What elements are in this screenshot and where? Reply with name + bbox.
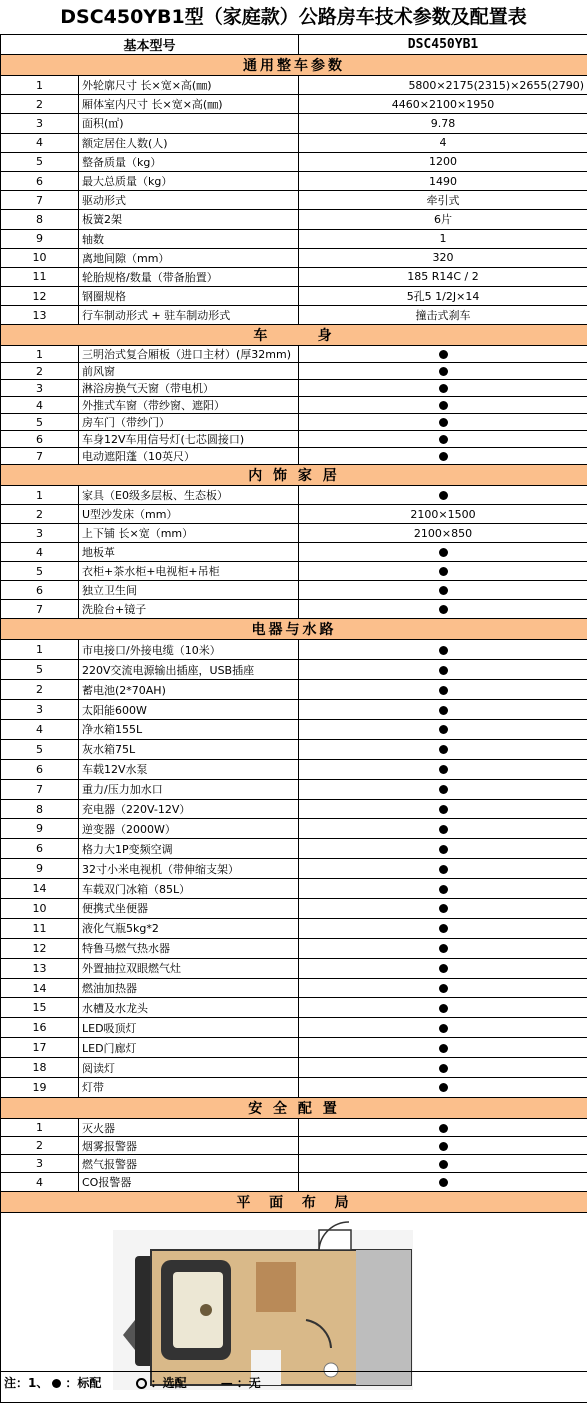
- standard-dot-icon: [439, 765, 448, 774]
- row-item: 板簧2架: [79, 210, 299, 229]
- row-number: 9: [1, 229, 79, 248]
- row-value: 1490: [299, 171, 587, 190]
- row-item: 面积(㎡): [79, 114, 299, 133]
- standard-dot-icon: [439, 452, 448, 461]
- note-none: ：无: [237, 1376, 261, 1390]
- row-item: CO报警器: [79, 1173, 299, 1191]
- table-row: [1, 720, 587, 740]
- standard-dot-icon: [439, 825, 448, 834]
- row-item: 地板革: [79, 543, 299, 562]
- table-row: [1, 524, 587, 543]
- table-row: [1, 191, 587, 210]
- row-value-standard: [299, 1155, 587, 1173]
- standard-dot-icon: [439, 418, 448, 427]
- section-header: [1, 325, 587, 346]
- table-row: [1, 380, 587, 397]
- table-row: [1, 1038, 587, 1058]
- row-number: 13: [1, 306, 79, 325]
- standard-dot-icon: [439, 1004, 448, 1013]
- row-number: 5: [1, 414, 79, 431]
- row-item: 蓄电池(2*70AH): [79, 680, 299, 700]
- row-value-standard: [299, 562, 587, 581]
- row-value: 5孔5 1/2J×14: [299, 287, 587, 306]
- row-item: 水槽及水龙头: [79, 998, 299, 1018]
- table-row: [1, 879, 587, 899]
- section-title: 平 面 布 局: [1, 1191, 587, 1212]
- row-number: 10: [1, 899, 79, 919]
- row-value: 1200: [299, 152, 587, 171]
- row-item: 特鲁马燃气热水器: [79, 938, 299, 958]
- row-number: 5: [1, 152, 79, 171]
- row-number: 6: [1, 431, 79, 448]
- row-number: 6: [1, 759, 79, 779]
- base-model-label: 基本型号: [1, 35, 299, 55]
- row-value-standard: [299, 543, 587, 562]
- standard-dot-icon: [439, 666, 448, 675]
- row-item: 轴数: [79, 229, 299, 248]
- standard-dot-icon: [439, 944, 448, 953]
- row-item: 便携式坐便器: [79, 899, 299, 919]
- row-value: 9.78: [299, 114, 587, 133]
- row-value-standard: [299, 1137, 587, 1155]
- row-value-standard: [299, 346, 587, 363]
- row-value-standard: [299, 1018, 587, 1038]
- row-value: 185 R14C / 2: [299, 267, 587, 286]
- entry-door: [319, 1230, 351, 1250]
- row-number: 6: [1, 839, 79, 859]
- spec-table: [0, 34, 587, 1403]
- row-value-standard: [299, 938, 587, 958]
- row-item: 钢圈规格: [79, 287, 299, 306]
- row-number: 7: [1, 600, 79, 619]
- standard-dot-icon: [439, 435, 448, 444]
- row-number: 12: [1, 287, 79, 306]
- table-row: [1, 660, 587, 680]
- row-value-standard: [299, 700, 587, 720]
- standard-dot-icon: [439, 845, 448, 854]
- standard-dot-icon: [439, 605, 448, 614]
- row-number: 5: [1, 739, 79, 759]
- row-item: LED吸顶灯: [79, 1018, 299, 1038]
- table-row: [1, 680, 587, 700]
- note-optional: ：选配: [151, 1376, 187, 1390]
- section-header: [1, 1191, 587, 1212]
- row-item: 淋浴房换气天窗（带电机）: [79, 380, 299, 397]
- section-title: 内 饰 家 居: [1, 465, 587, 486]
- row-value: 6片: [299, 210, 587, 229]
- row-number: 3: [1, 380, 79, 397]
- table-row: [1, 918, 587, 938]
- row-value-standard: [299, 839, 587, 859]
- row-number: 5: [1, 660, 79, 680]
- row-value-standard: [299, 899, 587, 919]
- row-item: 烟雾报警器: [79, 1137, 299, 1155]
- row-item: U型沙发床（mm）: [79, 505, 299, 524]
- section-header: [1, 465, 587, 486]
- section-header: [1, 55, 587, 76]
- row-value: 4460×2100×1950: [299, 95, 587, 114]
- row-number: 3: [1, 1155, 79, 1173]
- row-number: 5: [1, 562, 79, 581]
- table-row: [1, 799, 587, 819]
- table-row: [1, 505, 587, 524]
- spec-table-body: [1, 35, 587, 1403]
- row-number: 8: [1, 799, 79, 819]
- row-number: 11: [1, 267, 79, 286]
- row-value-standard: [299, 486, 587, 505]
- standard-dot-icon: [439, 491, 448, 500]
- note-prefix: 注：1、: [4, 1376, 48, 1390]
- table-row: [1, 759, 587, 779]
- row-value-standard: [299, 958, 587, 978]
- row-number: 1: [1, 486, 79, 505]
- table-row: [1, 346, 587, 363]
- table-row: [1, 640, 587, 660]
- row-item: 灭火器: [79, 1118, 299, 1136]
- table-row: [1, 562, 587, 581]
- row-number: 8: [1, 210, 79, 229]
- standard-dot-icon: [439, 964, 448, 973]
- row-value-standard: [299, 640, 587, 660]
- row-value-standard: [299, 998, 587, 1018]
- table-row: [1, 978, 587, 998]
- table-row: [1, 839, 587, 859]
- section-header: [1, 1097, 587, 1118]
- row-number: 6: [1, 581, 79, 600]
- row-number: 4: [1, 133, 79, 152]
- row-item: 额定居住人数(人): [79, 133, 299, 152]
- row-number: 2: [1, 1137, 79, 1155]
- note-standard: ：标配: [65, 1376, 101, 1390]
- standard-dot-icon: [439, 384, 448, 393]
- row-number: 4: [1, 397, 79, 414]
- standard-dot-icon: [439, 1124, 448, 1133]
- section-title: 安 全 配 置: [1, 1097, 587, 1118]
- row-number: 18: [1, 1058, 79, 1078]
- table-row: [1, 1155, 587, 1173]
- row-item: 整备质量（kg）: [79, 152, 299, 171]
- standard-dot-icon: [439, 1178, 448, 1187]
- row-value-standard: [299, 720, 587, 740]
- row-number: 19: [1, 1078, 79, 1098]
- row-item: 上下铺 长×宽（mm）: [79, 524, 299, 543]
- base-model-row: [1, 35, 587, 55]
- optional-ring-icon: [136, 1378, 147, 1389]
- row-value-standard: [299, 1058, 587, 1078]
- row-number: 3: [1, 114, 79, 133]
- row-value: 1: [299, 229, 587, 248]
- row-item: 32寸小米电视机（带伸缩支架）: [79, 859, 299, 879]
- row-value-standard: [299, 431, 587, 448]
- standard-dot-icon: [439, 1142, 448, 1151]
- dinette-table: [173, 1272, 223, 1348]
- table-row: [1, 739, 587, 759]
- row-number: 3: [1, 700, 79, 720]
- standard-dot-icon: [52, 1379, 61, 1388]
- standard-dot-icon: [439, 904, 448, 913]
- standard-dot-icon: [439, 706, 448, 715]
- table-row: [1, 700, 587, 720]
- row-item: 太阳能600W: [79, 700, 299, 720]
- row-number: 2: [1, 95, 79, 114]
- standard-dot-icon: [439, 1160, 448, 1169]
- row-number: 17: [1, 1038, 79, 1058]
- row-number: 1: [1, 346, 79, 363]
- table-row: [1, 431, 587, 448]
- row-number: 1: [1, 1118, 79, 1136]
- row-number: 16: [1, 1018, 79, 1038]
- row-value-standard: [299, 1078, 587, 1098]
- standard-dot-icon: [439, 805, 448, 814]
- sheet-title: DSC450YB1型（家庭款）公路房车技术参数及配置表: [0, 0, 587, 34]
- standard-dot-icon: [439, 646, 448, 655]
- row-value-standard: [299, 1118, 587, 1136]
- row-number: 12: [1, 938, 79, 958]
- row-number: 10: [1, 248, 79, 267]
- row-item: 灰水箱75L: [79, 739, 299, 759]
- row-value-standard: [299, 397, 587, 414]
- row-value: 2100×850: [299, 524, 587, 543]
- row-item: 净水箱155L: [79, 720, 299, 740]
- row-value: 撞击式刹车: [299, 306, 587, 325]
- table-row: [1, 171, 587, 190]
- table-row: [1, 267, 587, 286]
- row-value-standard: [299, 978, 587, 998]
- row-item: 220V交流电源输出插座，USB插座: [79, 660, 299, 680]
- row-number: 6: [1, 171, 79, 190]
- row-item: 外推式车窗（带纱窗、遮阳）: [79, 397, 299, 414]
- row-value: 320: [299, 248, 587, 267]
- row-number: 14: [1, 978, 79, 998]
- table-row: [1, 448, 587, 465]
- table-row: [1, 958, 587, 978]
- row-value: 5800×2175(2315)×2655(2790): [299, 76, 587, 95]
- row-number: 1: [1, 640, 79, 660]
- row-item: 逆变器（2000W）: [79, 819, 299, 839]
- row-number: 2: [1, 363, 79, 380]
- row-number: 3: [1, 524, 79, 543]
- row-item: 衣柜+茶水柜+电视柜+吊柜: [79, 562, 299, 581]
- row-item: 格力大1P变频空调: [79, 839, 299, 859]
- table-row: [1, 600, 587, 619]
- row-value-standard: [299, 363, 587, 380]
- row-item: 外轮廓尺寸 长×宽×高(㎜): [79, 76, 299, 95]
- row-number: 11: [1, 918, 79, 938]
- row-item: 燃油加热器: [79, 978, 299, 998]
- table-decor-icon: [200, 1304, 212, 1316]
- row-number: 7: [1, 191, 79, 210]
- standard-dot-icon: [439, 984, 448, 993]
- none-dash-symbol: —: [221, 1376, 233, 1390]
- table-row: [1, 543, 587, 562]
- row-item: 三明治式复合厢板（进口主材）(厚32mm): [79, 346, 299, 363]
- table-row: [1, 306, 587, 325]
- standard-dot-icon: [439, 725, 448, 734]
- row-number: 9: [1, 859, 79, 879]
- standard-dot-icon: [439, 401, 448, 410]
- table-row: [1, 363, 587, 380]
- table-row: [1, 899, 587, 919]
- table-row: [1, 819, 587, 839]
- row-number: 1: [1, 76, 79, 95]
- row-item: 厢体室内尺寸 长×宽×高(㎜): [79, 95, 299, 114]
- table-row: [1, 998, 587, 1018]
- row-item: 市电接口/外接电缆（10米）: [79, 640, 299, 660]
- row-item: 充电器（220V-12V）: [79, 799, 299, 819]
- row-value-standard: [299, 581, 587, 600]
- table-row: [1, 229, 587, 248]
- row-value-standard: [299, 819, 587, 839]
- table-row: [1, 210, 587, 229]
- row-value-standard: [299, 739, 587, 759]
- row-value: 牵引式: [299, 191, 587, 210]
- row-number: 13: [1, 958, 79, 978]
- row-item: 行车制动形式 + 驻车制动形式: [79, 306, 299, 325]
- standard-dot-icon: [439, 350, 448, 359]
- table-row: [1, 938, 587, 958]
- standard-dot-icon: [439, 745, 448, 754]
- table-row: [1, 248, 587, 267]
- row-value-standard: [299, 448, 587, 465]
- standard-dot-icon: [439, 885, 448, 894]
- standard-dot-icon: [439, 367, 448, 376]
- row-value-standard: [299, 759, 587, 779]
- table-row: [1, 95, 587, 114]
- row-value-standard: [299, 380, 587, 397]
- table-row: [1, 152, 587, 171]
- row-item: 车载12V水泵: [79, 759, 299, 779]
- row-item: 房车门（带纱门）: [79, 414, 299, 431]
- table-row: [1, 397, 587, 414]
- row-value: 2100×1500: [299, 505, 587, 524]
- row-number: 4: [1, 1173, 79, 1191]
- table-row: [1, 1078, 587, 1098]
- table-row: [1, 486, 587, 505]
- standard-dot-icon: [439, 924, 448, 933]
- row-item: 车载双门冰箱（85L）: [79, 879, 299, 899]
- table-row: [1, 287, 587, 306]
- row-value-standard: [299, 660, 587, 680]
- row-item: 独立卫生间: [79, 581, 299, 600]
- standard-dot-icon: [439, 686, 448, 695]
- table-row: [1, 581, 587, 600]
- section-header: [1, 619, 587, 640]
- row-number: 4: [1, 720, 79, 740]
- row-value-standard: [299, 680, 587, 700]
- table-row: [1, 76, 587, 95]
- row-item: 洗脸台+镜子: [79, 600, 299, 619]
- table-row: [1, 859, 587, 879]
- standard-dot-icon: [439, 865, 448, 874]
- row-item: 前风窗: [79, 363, 299, 380]
- row-number: 7: [1, 448, 79, 465]
- row-item: LED门廊灯: [79, 1038, 299, 1058]
- row-number: 4: [1, 543, 79, 562]
- row-item: 家具（E0级多层板、生态板）: [79, 486, 299, 505]
- standard-dot-icon: [439, 1044, 448, 1053]
- row-item: 轮胎规格/数量（带备胎置）: [79, 267, 299, 286]
- table-row: [1, 779, 587, 799]
- standard-dot-icon: [439, 1024, 448, 1033]
- standard-dot-icon: [439, 548, 448, 557]
- table-row: [1, 1137, 587, 1155]
- row-value-standard: [299, 1173, 587, 1191]
- table-row: [1, 1058, 587, 1078]
- row-value: 4: [299, 133, 587, 152]
- row-item: 重力/压力加水口: [79, 779, 299, 799]
- standard-dot-icon: [439, 785, 448, 794]
- row-item: 灯带: [79, 1078, 299, 1098]
- row-item: 驱动形式: [79, 191, 299, 210]
- section-title: 通用整车参数: [1, 55, 587, 76]
- standard-dot-icon: [439, 567, 448, 576]
- row-value-standard: [299, 414, 587, 431]
- legend-note: [0, 1371, 587, 1393]
- row-item: 车身12V车用信号灯(七芯圆接口): [79, 431, 299, 448]
- table-row: [1, 414, 587, 431]
- row-value-standard: [299, 879, 587, 899]
- section-title: 车 身: [1, 325, 587, 346]
- row-item: 燃气报警器: [79, 1155, 299, 1173]
- row-value-standard: [299, 1038, 587, 1058]
- row-item: 外置抽拉双眼燃气灶: [79, 958, 299, 978]
- table-row: [1, 114, 587, 133]
- table-row: [1, 1018, 587, 1038]
- standard-dot-icon: [439, 1064, 448, 1073]
- row-number: 14: [1, 879, 79, 899]
- row-number: 2: [1, 505, 79, 524]
- row-item: 最大总质量（kg）: [79, 171, 299, 190]
- section-title: 电器与水路: [1, 619, 587, 640]
- row-number: 7: [1, 779, 79, 799]
- floor-plan-drawing: [1, 1220, 586, 1392]
- standard-dot-icon: [439, 586, 448, 595]
- row-value-standard: [299, 779, 587, 799]
- table-row: [1, 133, 587, 152]
- row-value-standard: [299, 600, 587, 619]
- row-value-standard: [299, 799, 587, 819]
- bunk-area: [356, 1250, 411, 1385]
- row-value-standard: [299, 859, 587, 879]
- cabinet: [256, 1262, 296, 1312]
- row-item: 阅读灯: [79, 1058, 299, 1078]
- row-value-standard: [299, 918, 587, 938]
- table-row: [1, 1118, 587, 1136]
- row-item: 电动遮阳蓬（10英尺）: [79, 448, 299, 465]
- row-number: 15: [1, 998, 79, 1018]
- row-number: 9: [1, 819, 79, 839]
- row-item: 液化气瓶5kg*2: [79, 918, 299, 938]
- row-number: 2: [1, 680, 79, 700]
- standard-dot-icon: [439, 1083, 448, 1092]
- table-row: [1, 1173, 587, 1191]
- base-model-value: DSC450YB1: [299, 35, 587, 55]
- row-item: 离地间隙（mm）: [79, 248, 299, 267]
